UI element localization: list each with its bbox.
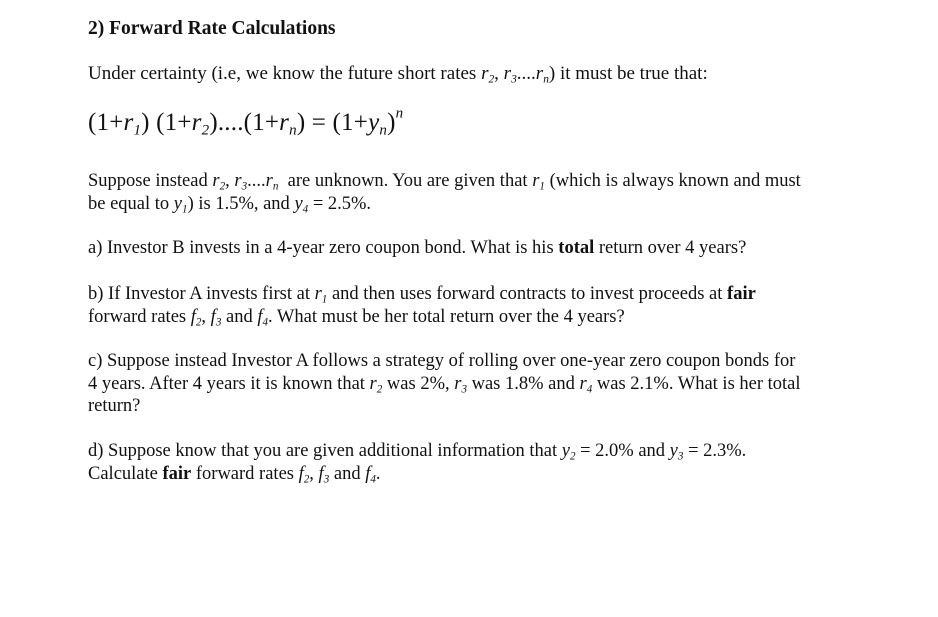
assumption-paragraph: Suppose instead $r_2$, $r_3....r_n$ are unknown. You are given that $r_1$ (which is always known and must be equal to $y_1$) is 1.5%, and $y_4 = 2.5\%$.	[88, 171, 801, 215]
equation: $(1+r_1) (1+r_2)....(1+r_n) = (1+y_n)^n$	[88, 105, 404, 139]
question-a: a) Investor B invests in a 4-year zero coupon bond. What is his total return over 4 years?	[88, 238, 747, 258]
section-title: 2) Forward Rate Calculations	[88, 18, 336, 39]
question-d: d) Suppose know that you are given additional information that $y_2 = 2.0\%$ and $y_3 = 2.3\%$. Calculate fair forward rates $f_2$, $f_3$ and $f_4$.	[88, 441, 747, 485]
question-c: c) Suppose instead Investor A follows a strategy of rolling over one-year zero coupon bonds for 4 years. After 4 years it is known that $r_2$ was 2%, $r_3$ was 1.8% and $r_4$ was 2.1%. What is her total return?	[88, 351, 801, 416]
question-b: b) If Investor A invests first at $r_1$ and then uses forward contracts to invest proceeds at fair forward rates $f_2$, $f_3$ and $f_4$. What must be her total return over the 4 years?	[88, 284, 756, 328]
intro-text: Under certainty (i.e, we know the future short rates $r_2$, $r_3....r_n$) it must be true that:	[88, 63, 708, 86]
